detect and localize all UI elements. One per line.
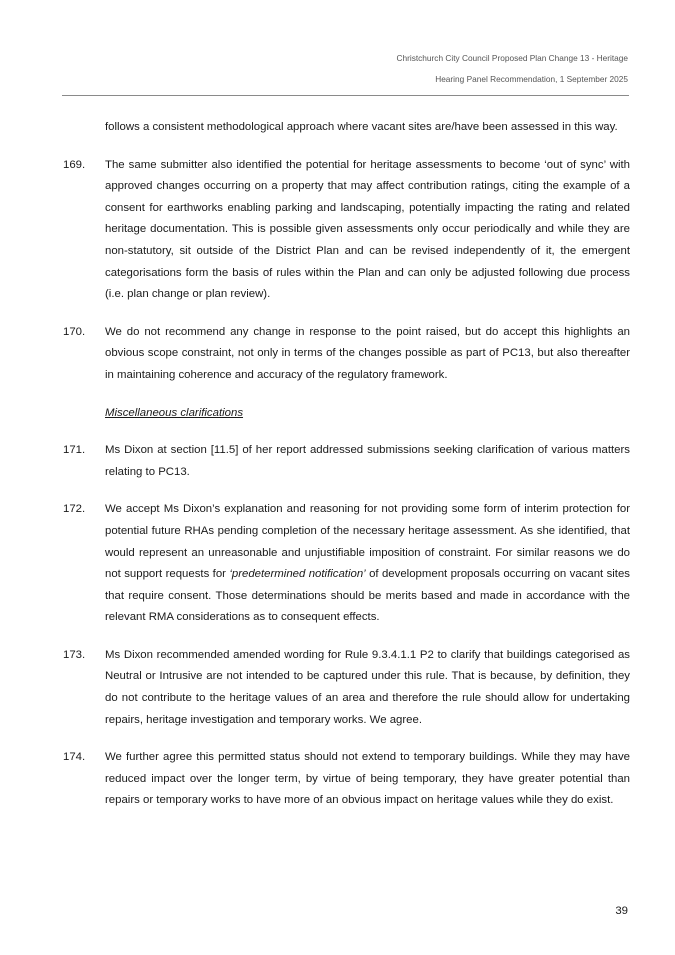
paragraph-171 [63, 440, 630, 483]
continuation-paragraph [63, 117, 630, 139]
paragraph-text: follows a consistent methodological approach where vacant sites are/have been assessed in this way. [105, 121, 618, 133]
header-divider [62, 95, 629, 96]
page-header [396, 52, 628, 86]
paragraph-text-after: of development proposals occurring on vacant sites that require consent. Those determinations should be merits based and made in accordance with the relevant RMA considerations as to consequent effects. [105, 568, 630, 624]
page-number: 39 [615, 905, 628, 917]
paragraph-174 [63, 747, 630, 812]
paragraph-text [105, 499, 630, 629]
paragraph-number: 172. [63, 503, 86, 516]
paragraph-170 [63, 322, 630, 387]
document-subtitle: Hearing Panel Recommendation, 1 September 2025 [435, 74, 628, 84]
paragraph-text: We do not recommend any change in response to the point raised, but do accept this highlights an obvious scope constraint, not only in terms of the changes possible as part of PC13, but also thereafter in maintaining coherence and accuracy of the regulatory framework. [105, 325, 630, 381]
italic-quote: ‘predetermined notification’ [229, 568, 366, 581]
paragraph-number: 174. [63, 751, 86, 764]
paragraph-173 [63, 645, 630, 731]
document-body [63, 117, 630, 828]
paragraph-text: The same submitter also identified the potential for heritage assessments to become ‘out of sync’ with approved changes occurring on a property that may affect contribution ratings, citing the example of a consent for earthworks enabling parking and landscaping, potentially impacting the rating and related heritage documentation. This is possible given assessments only occur periodically and while they are non-statutory, sit outside of the District Plan and can be revised independently of it, the emergent categorisations form the basis of rules within the Plan and can only be adjusted following due process (i.e. plan change or plan review). [105, 158, 630, 301]
paragraph-text: We further agree this permitted status should not extend to temporary buildings. While they may have reduced impact over the longer term, by virtue of being temporary, they have greater potential than repairs or temporary works to have more of an obvious impact on heritage values while they do exist. [105, 751, 630, 807]
paragraph-text-before: We accept Ms Dixon’s explanation and reasoning for not providing some form of interim protection for potential future RHAs pending completion of the necessary heritage assessment. As she identified, that would represent an unreasonable and unjustifiable imposition of constraint. For similar reasons we do not support requests for [105, 503, 630, 581]
paragraph-text: Ms Dixon at section [11.5] of her report addressed submissions seeking clarification of various matters relating to PC13. [105, 444, 630, 478]
paragraph-172 [63, 499, 630, 629]
document-title: Christchurch City Council Proposed Plan Change 13 - Heritage [396, 53, 628, 63]
paragraph-number: 173. [63, 648, 86, 661]
paragraph-169 [63, 155, 630, 306]
paragraph-number: 169. [63, 158, 86, 171]
section-subheading: Miscellaneous clarifications [105, 406, 244, 419]
paragraph-text: Ms Dixon recommended amended wording for Rule 9.3.4.1.1 P2 to clarify that buildings categorised as Neutral or Intrusive are not intended to be captured under this rule. That is because, by definition, they do not contribute to the heritage values of an area and therefore the rule should allow for undertaking repairs, heritage investigation and temporary works. We agree. [105, 648, 630, 726]
paragraph-number: 171. [63, 444, 86, 457]
paragraph-number: 170. [63, 325, 86, 338]
